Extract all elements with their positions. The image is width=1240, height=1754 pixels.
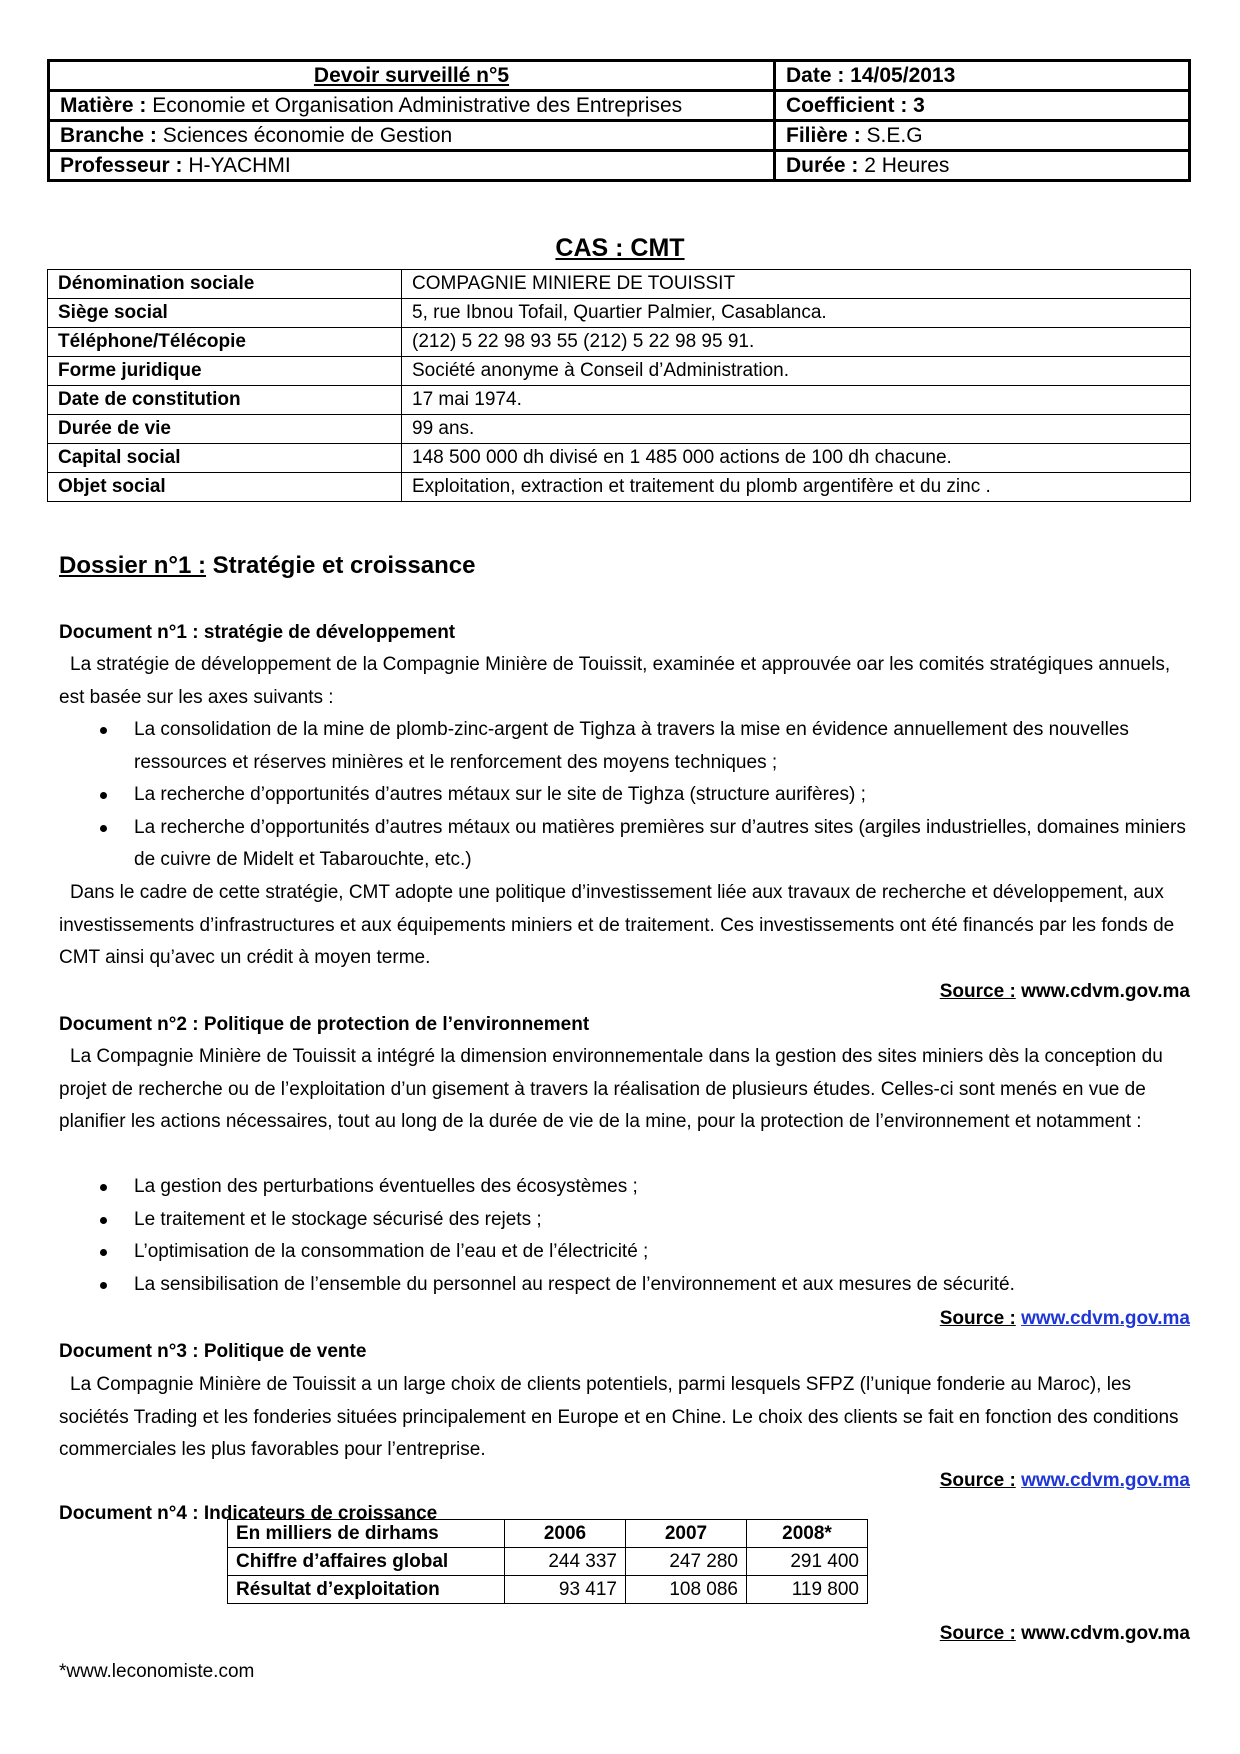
table-header-cell: En milliers de dirhams [228,1520,505,1548]
info-row [48,386,1191,415]
doc3-source [940,1470,1190,1492]
dossier-title: Stratégie et croissance [212,552,476,579]
list-item: L’optimisation de la consommation de l’eau et de l’électricité ; [59,1236,1189,1269]
doc1-conclusion-text: Dans le cadre de cette stratégie, CMT adopte une politique d’investissement liée aux travaux de recherche et développement, aux investissements d’infrastructures et aux équipements miniers et de traitement. Ces investissements ont été financés par les fonds de CMT ainsi qu’avec un crédit à moyen terme. [59,882,1175,968]
source-value: www.cdvm.gov.ma [1021,1623,1190,1644]
info-value: COMPAGNIE MINIERE DE TOUISSIT [402,270,1191,299]
info-value: 17 mai 1974. [402,386,1191,415]
doc1-intro-text: La stratégie de développement de la Compagnie Minière de Touissit, examinée et approuvée oar les comités stratégiques annuels, est basée sur les axes suivants : [59,654,1171,708]
info-row [48,270,1191,299]
exam-title-cell [49,61,775,91]
info-row [48,473,1191,502]
table-cell: 108 086 [626,1576,747,1604]
exam-title: Devoir surveillé n°5 [313,64,510,87]
info-label: Capital social [48,444,402,473]
table-header-row [228,1520,868,1548]
info-row [48,299,1191,328]
branche-cell [49,121,775,151]
info-value: Exploitation, extraction et traitement du plomb argentifère et du zinc . [402,473,1191,502]
matiere-value: Economie et Organisation Administrative des Entreprises [152,94,683,117]
info-label: Siège social [48,299,402,328]
table-cell: 247 280 [626,1548,747,1576]
filiere-label: Filière : [786,124,861,147]
list-item: La recherche d’opportunités d’autres métaux ou matières premières sur d’autres sites (argiles industrielles, domaines miniers de cuivre de Midelt et Tabarouchte, etc.) [59,812,1189,877]
growth-indicators-table [227,1519,868,1604]
table-row [228,1576,868,1604]
info-value: 148 500 000 dh divisé en 1 485 000 actions de 100 dh chacune. [402,444,1191,473]
date-cell [775,61,1190,91]
branche-value: Sciences économie de Gestion [162,124,453,147]
doc3-body-text: La Compagnie Minière de Touissit a un large choix de clients potentiels, parmi lesquels SFPZ (l’unique fonderie au Maroc), les sociétés Trading et les fonderies situées principalement en Europe et en Chine. Le choix des clients se fait en fonction des conditions commerciales les plus favorables pour l’entreprise. [59,1374,1179,1460]
doc4-title: Document n°4 : Indicateurs de croissance [59,1503,438,1524]
doc1-conclusion [59,877,1189,975]
dossier-label: Dossier n°1 : [59,552,206,579]
info-label: Dénomination sociale [48,270,402,299]
info-label: Objet social [48,473,402,502]
info-value: (212) 5 22 98 93 55 (212) 5 22 98 95 91. [402,328,1191,357]
info-row [48,357,1191,386]
source-value: www.cdvm.gov.ma [1021,981,1190,1002]
list-item: La gestion des perturbations éventuelles des écosystèmes ; [59,1171,1189,1204]
info-row [48,444,1191,473]
doc2-source [940,1308,1190,1330]
list-item: La recherche d’opportunités d’autres métaux sur le site de Tighza (structure aurifères) ; [59,779,1189,812]
list-item: La sensibilisation de l’ensemble du personnel au respect de l’environnement et aux mesures de sécurité. [59,1269,1189,1302]
source-label: Source : [939,1308,1016,1329]
coefficient-cell [775,91,1190,121]
branche-label: Branche : [60,124,157,147]
table-row [228,1548,868,1576]
table-header-cell: 2006 [505,1520,626,1548]
doc1-source [940,981,1190,1003]
doc2-intro-text: La Compagnie Minière de Touissit a intégré la dimension environnementale dans la gestion des sites miniers dès la conception du projet de recherche ou de l’exploitation d’un gisement à travers la réalisation de plusieurs études. Celles-ci sont menés en vue de planifier les actions nécessaires, tout au long de la durée de vie de la mine, pour la protection de l’environnement et notamment : [59,1046,1163,1132]
company-info-table [47,269,1191,502]
info-label: Téléphone/Télécopie [48,328,402,357]
doc1-bullet-list [59,714,1189,877]
table-cell: 119 800 [747,1576,868,1604]
table-header-cell: 2008* [747,1520,868,1548]
table-cell: Résultat d’exploitation [228,1576,505,1604]
info-label: Date de constitution [48,386,402,415]
doc1-intro [59,649,1189,714]
list-item: La consolidation de la mine de plomb-zinc-argent de Tighza à travers la mise en évidence annuellement des nouvelles ressources et réserves minières et le renforcement des moyens techniques ; [59,714,1189,779]
doc2-bullet-list [59,1171,1189,1301]
professeur-cell [49,151,775,181]
info-value: 99 ans. [402,415,1191,444]
info-label: Forme juridique [48,357,402,386]
source-link[interactable]: www.cdvm.gov.ma [1021,1308,1190,1329]
info-value: 5, rue Ibnou Tofail, Quartier Palmier, Casablanca. [402,299,1191,328]
source-label: Source : [939,981,1016,1002]
footnote: *www.leconomiste.com [59,1661,255,1682]
dossier-heading [59,552,475,580]
table-cell: 244 337 [505,1548,626,1576]
table-cell: 93 417 [505,1576,626,1604]
table-cell: Chiffre d’affaires global [228,1548,505,1576]
doc3-body [59,1369,1189,1467]
filiere-value: S.E.G [866,124,923,147]
doc3-title: Document n°3 : Politique de vente [59,1341,367,1362]
professeur-label: Professeur : [60,154,183,177]
info-label: Durée de vie [48,415,402,444]
doc2-intro [59,1041,1189,1139]
exam-header-table [47,59,1191,182]
duree-value: 2 Heures [864,154,950,177]
professeur-value: H-YACHMI [188,154,291,177]
doc2-title: Document n°2 : Politique de protection de l’environnement [59,1014,590,1035]
info-value: Société anonyme à Conseil d’Administration. [402,357,1191,386]
info-row [48,415,1191,444]
source-link[interactable]: www.cdvm.gov.ma [1021,1470,1190,1491]
doc4-source [940,1623,1190,1645]
matiere-cell [49,91,775,121]
source-label: Source : [939,1470,1016,1491]
case-title: CAS : CMT [555,234,685,262]
duree-cell [775,151,1190,181]
list-item: Le traitement et le stockage sécurisé des rejets ; [59,1204,1189,1237]
table-header-cell: 2007 [626,1520,747,1548]
coefficient: Coefficient : 3 [786,94,925,117]
source-label: Source : [939,1623,1016,1644]
table-cell: 291 400 [747,1548,868,1576]
doc1-title: Document n°1 : stratégie de développement [59,622,456,643]
filiere-cell [775,121,1190,151]
duree-label: Durée : [786,154,859,177]
exam-date: Date : 14/05/2013 [786,64,956,87]
info-row [48,328,1191,357]
matiere-label: Matière : [60,94,147,117]
